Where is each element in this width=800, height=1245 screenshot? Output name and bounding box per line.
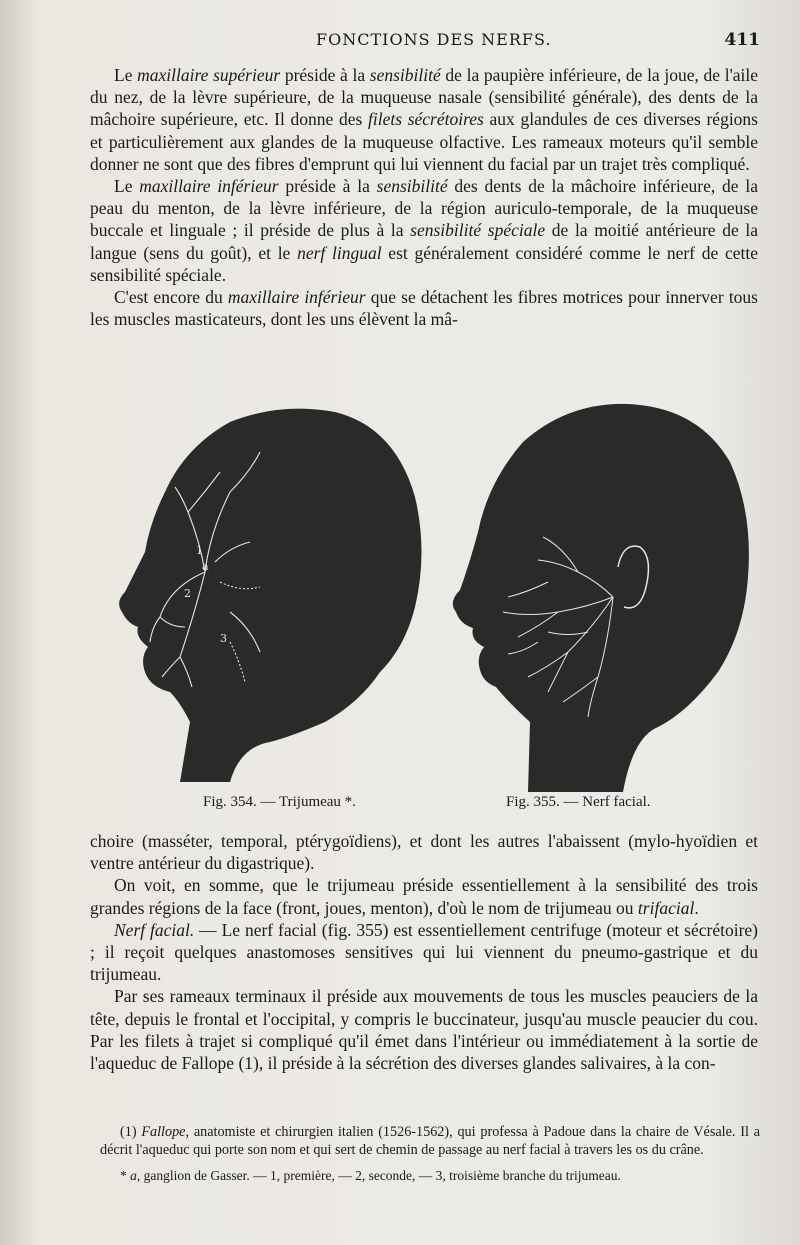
figure-nerf-facial [448,402,760,792]
italic-term: trifacial [637,897,695,918]
label-2: 2 [184,587,191,600]
italic-term: Nerf facial. [114,919,195,940]
head-silhouette-left [119,409,421,782]
italic-term: maxillaire supérieur [137,65,281,85]
continuation-text [90,830,758,1074]
footnote-figure-legend: * a, ganglion de Gasser. — 1, première, — 2, seconde, — 3, troisième branche du trijumeau. [120,1168,621,1184]
caption-fig-355: Fig. 355. — Nerf facial. [506,794,651,810]
paragraph-maxillaire-superieur: Le maxillaire supérieur préside à la sensibilité de la paupière inférieure, de la joue, de l'aile du nez, de la lèvre supérieure, de la muqueuse nasale (sensibilité générale), des dents de la mâchoire supérieure, etc. Il donne des filets sécrétoires aux glandules de ces diverses régions et particulièrement aux glandes de la muqueuse olfactive. Les rameaux moteurs qu'il semble donner ne sont que des fibres d'emprunt qui lui viennent du facial par un trajet très compliqué. [90,65,759,174]
italic-term: sensibilité [369,65,441,85]
paragraph-rameaux-terminaux: Par ses rameaux terminaux il préside aux mouvements de tous les muscles peauciers de la tête, depuis le frontal et l'occipital, y compris le buccinateur, jusqu'au muscle peaucier du cou. Par les filets à trajet si compliqué qu'il émet dans l'intérieur ou immédiatement à la sortie de l'aqueduc de Fallope (1), il préside à la sécrétion des diverses glandes salivaires, à la con- [90,986,758,1074]
italic-term: maxillaire inférieur [227,287,366,308]
label-3: 3 [220,632,227,645]
footnote-fallope: (1) Fallope, anatomiste et chirurgien italien (1526-1562), qui professa à Padoue dans la chaire de Vésale. Il a décrit l'aqueduc qui porte son nom et qui sert de chemin de passage au nerf facial à travers les os du crâne. [100,1124,760,1158]
facial-head-illustration [448,402,760,792]
italic-term: Fallope [141,1124,186,1140]
italic-term: nerf lingual [297,242,382,263]
italic-term: sensibilité spéciale [410,220,546,241]
paragraph-machoire-continuation: choire (masséter, temporal, ptérygoïdiens), et dont les autres l'abaissent (mylo-hyoïdien et ventre antérieur du digastrique). [90,831,758,874]
figure-trijumeau [110,402,440,782]
paragraph-maxillaire-inferieur: Le maxillaire inférieur préside à la sensibilité des dents de la mâchoire inférieure, de la peau du menton, de la lèvre inférieure, de la région auriculo-temporale, de la muqueuse buccale et linguale ; il préside de plus à la sensibilité spéciale de la moitié antérieure de la langue (sens du goût), et le nerf lingual est généralement considéré comme le nerf de cette sensibilité spéciale. [90,176,758,285]
italic-term: filets sécrétoires [368,109,484,130]
head-silhouette-right [453,404,749,792]
label-1: 1 [196,544,203,557]
italic-term: a [130,1168,137,1184]
page-header [90,30,760,54]
paragraph-nerf-facial: Nerf facial. — Le nerf facial (fig. 355) est essentiellement centrifuge (moteur et sécrétoire) ; il reçoit quelques anastomoses sensitives qui lui viennent du pneumo-gastrique et du trijumeau. [90,919,759,985]
italic-term: maxillaire inférieur [139,176,279,197]
page-number: 411 [724,30,760,50]
italic-term: sensibilité [376,176,448,197]
label-a: a [202,560,209,573]
running-title: FONCTIONS DES NERFS. [316,30,552,49]
figures-block [110,402,760,822]
footnotes [100,1124,760,1185]
paragraph-muscles-masticateurs: C'est encore du maxillaire inférieur que se détachent les fibres motrices pour innerver tous les muscles masticateurs, dont les uns élèvent la mâ- [90,287,758,330]
paragraph-trifacial: On voit, en somme, que le trijumeau préside essentiellement à la sensibilité des trois grandes régions de la face (front, joues, menton), d'où le nom de trijumeau ou trifacial. [90,875,758,918]
caption-fig-354: Fig. 354. — Trijumeau *. [203,794,356,810]
intro-text [90,64,758,330]
trijumeau-head-illustration [110,402,440,782]
